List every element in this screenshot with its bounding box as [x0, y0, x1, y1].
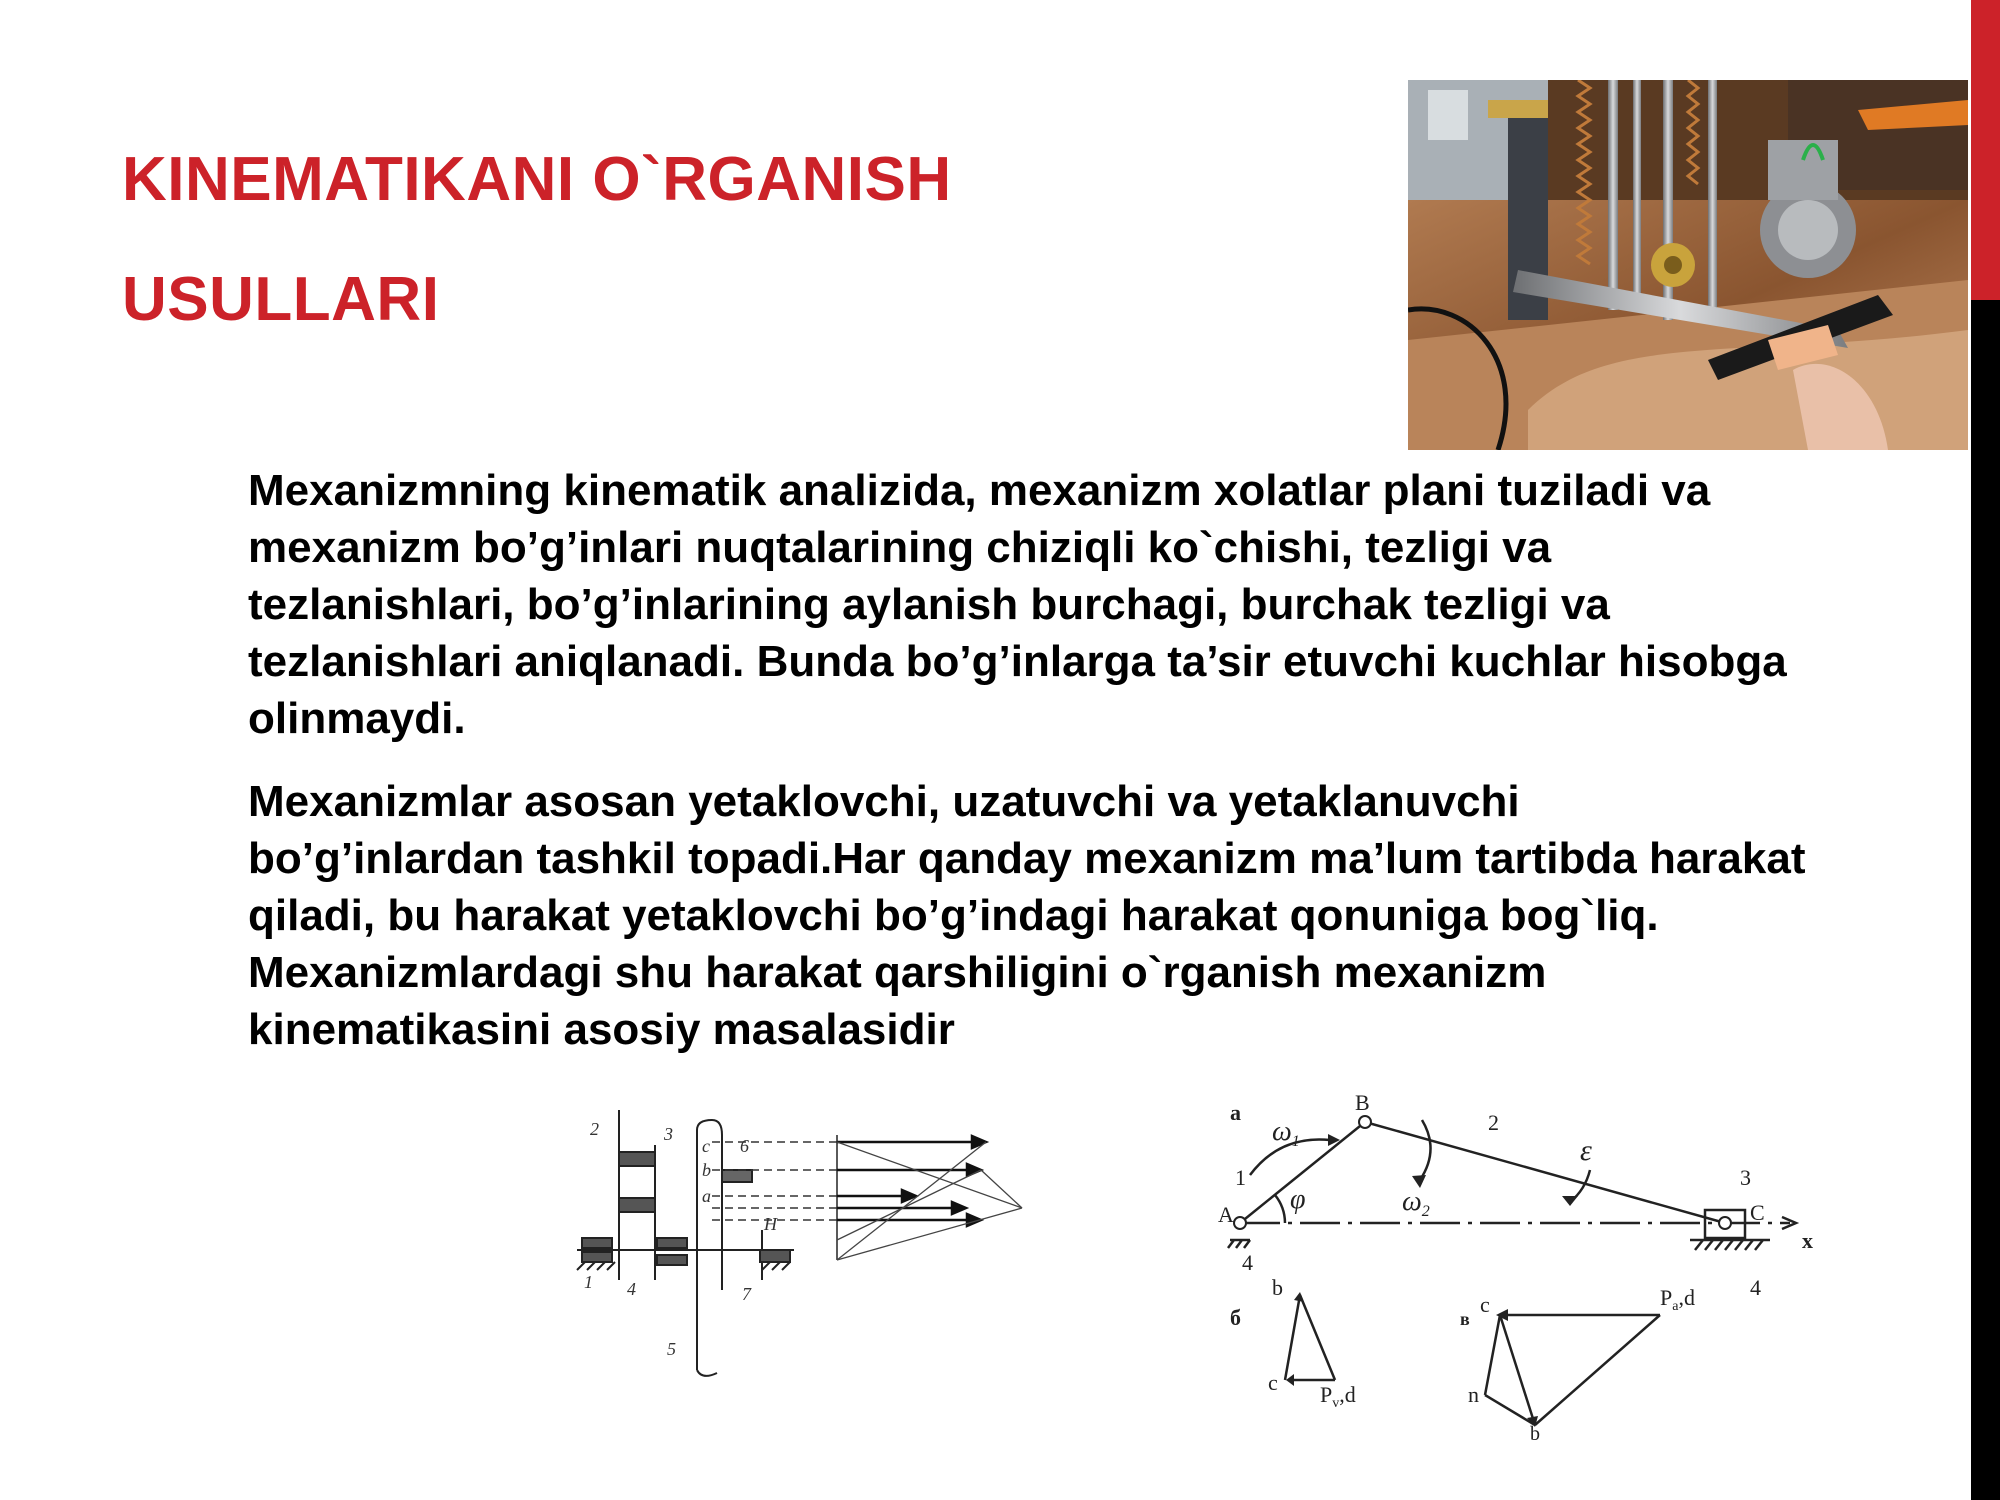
- label-omega2: $\omega_2$: [1402, 1186, 1430, 1220]
- gear-label-2: 2: [590, 1119, 599, 1139]
- slider-crank-svg: [1190, 1080, 1830, 1440]
- label-phi: φ: [1290, 1184, 1306, 1215]
- label-epsilon: ε: [1580, 1134, 1592, 1167]
- label-aplan-b: b: [1530, 1423, 1540, 1440]
- label-point-a: A: [1218, 1202, 1234, 1227]
- label-link-2: 2: [1488, 1110, 1499, 1135]
- accent-bar: [1971, 0, 2000, 300]
- gear-label-b: b: [702, 1160, 711, 1180]
- gear-label-6: 6: [740, 1136, 749, 1156]
- label-aplan-c: c: [1480, 1292, 1490, 1317]
- title-line-2: USULLARI: [122, 265, 440, 334]
- slider-crank-diagram: [1190, 1080, 1830, 1440]
- label-point-c: C: [1750, 1200, 1765, 1225]
- title-line-1: KINEMATIKANI O`RGANISH: [122, 145, 952, 214]
- label-omega1: $\omega_1$: [1272, 1116, 1300, 1150]
- label-vplan-b: b: [1272, 1275, 1283, 1300]
- mechanism-photo-image: [1408, 80, 1968, 450]
- mechanism-photo: [1408, 80, 1968, 450]
- gear-train-diagram: [572, 1090, 1032, 1380]
- gear-label-3: 3: [664, 1124, 673, 1144]
- gear-label-c: c: [702, 1136, 710, 1156]
- gear-label-7: 7: [742, 1284, 751, 1304]
- label-link-3: 3: [1740, 1165, 1751, 1190]
- body-text: [248, 462, 1808, 1084]
- label-link-4b: 4: [1750, 1275, 1761, 1300]
- label-b-section: б: [1230, 1305, 1241, 1330]
- paragraph-1: Mexanizmning kinematik analizida, mexanizm xolatlar plani tuziladi va mexanizm bo’g’inlari nuqtalarining chiziqli ko`chishi, tezligi va tezlanishlari, bo’g’inlarining aylanish burchagi, burchak tezligi va tezlanishlari aniqlanadi. Bunda bo’g’inlarga ta’sir etuvchi kuchlar hisobga olinmaydi.: [248, 466, 1787, 743]
- gear-label-a: a: [702, 1186, 711, 1206]
- label-vplan-pvd: $P_v,d$: [1320, 1382, 1356, 1411]
- label-link-4a: 4: [1242, 1250, 1253, 1275]
- label-vplan-c: c: [1268, 1370, 1278, 1395]
- side-bar: [1971, 300, 2000, 1500]
- label-v-section: в: [1460, 1309, 1470, 1329]
- label-link-1: 1: [1235, 1165, 1246, 1190]
- gear-train-svg: [572, 1090, 1032, 1380]
- slide-title: [122, 120, 1272, 360]
- label-aplan-n: n: [1468, 1382, 1479, 1407]
- gear-label-h: H: [764, 1214, 777, 1234]
- gear-label-5: 5: [667, 1339, 676, 1359]
- gear-label-4: 4: [627, 1279, 636, 1299]
- label-a-section: a: [1230, 1100, 1241, 1125]
- label-axis-x: x: [1802, 1228, 1813, 1253]
- gear-label-1: 1: [584, 1272, 593, 1292]
- label-aplan-pad: $P_a,d$: [1660, 1285, 1695, 1314]
- paragraph-2: Mexanizmlar asosan yetaklovchi, uzatuvchi va yetaklanuvchi bo’g’inlardan tashkil topadi.Har qanday mexanizm ma’lum tartibda harakat qiladi, bu harakat yetaklovchi bo’g’indagi harakat qonuniga bog`liq. Mexanizmlardagi shu harakat qarshiligini o`rganish mexanizm kinematikasini asosiy masalasidir: [248, 777, 1806, 1054]
- label-point-b: B: [1355, 1090, 1370, 1115]
